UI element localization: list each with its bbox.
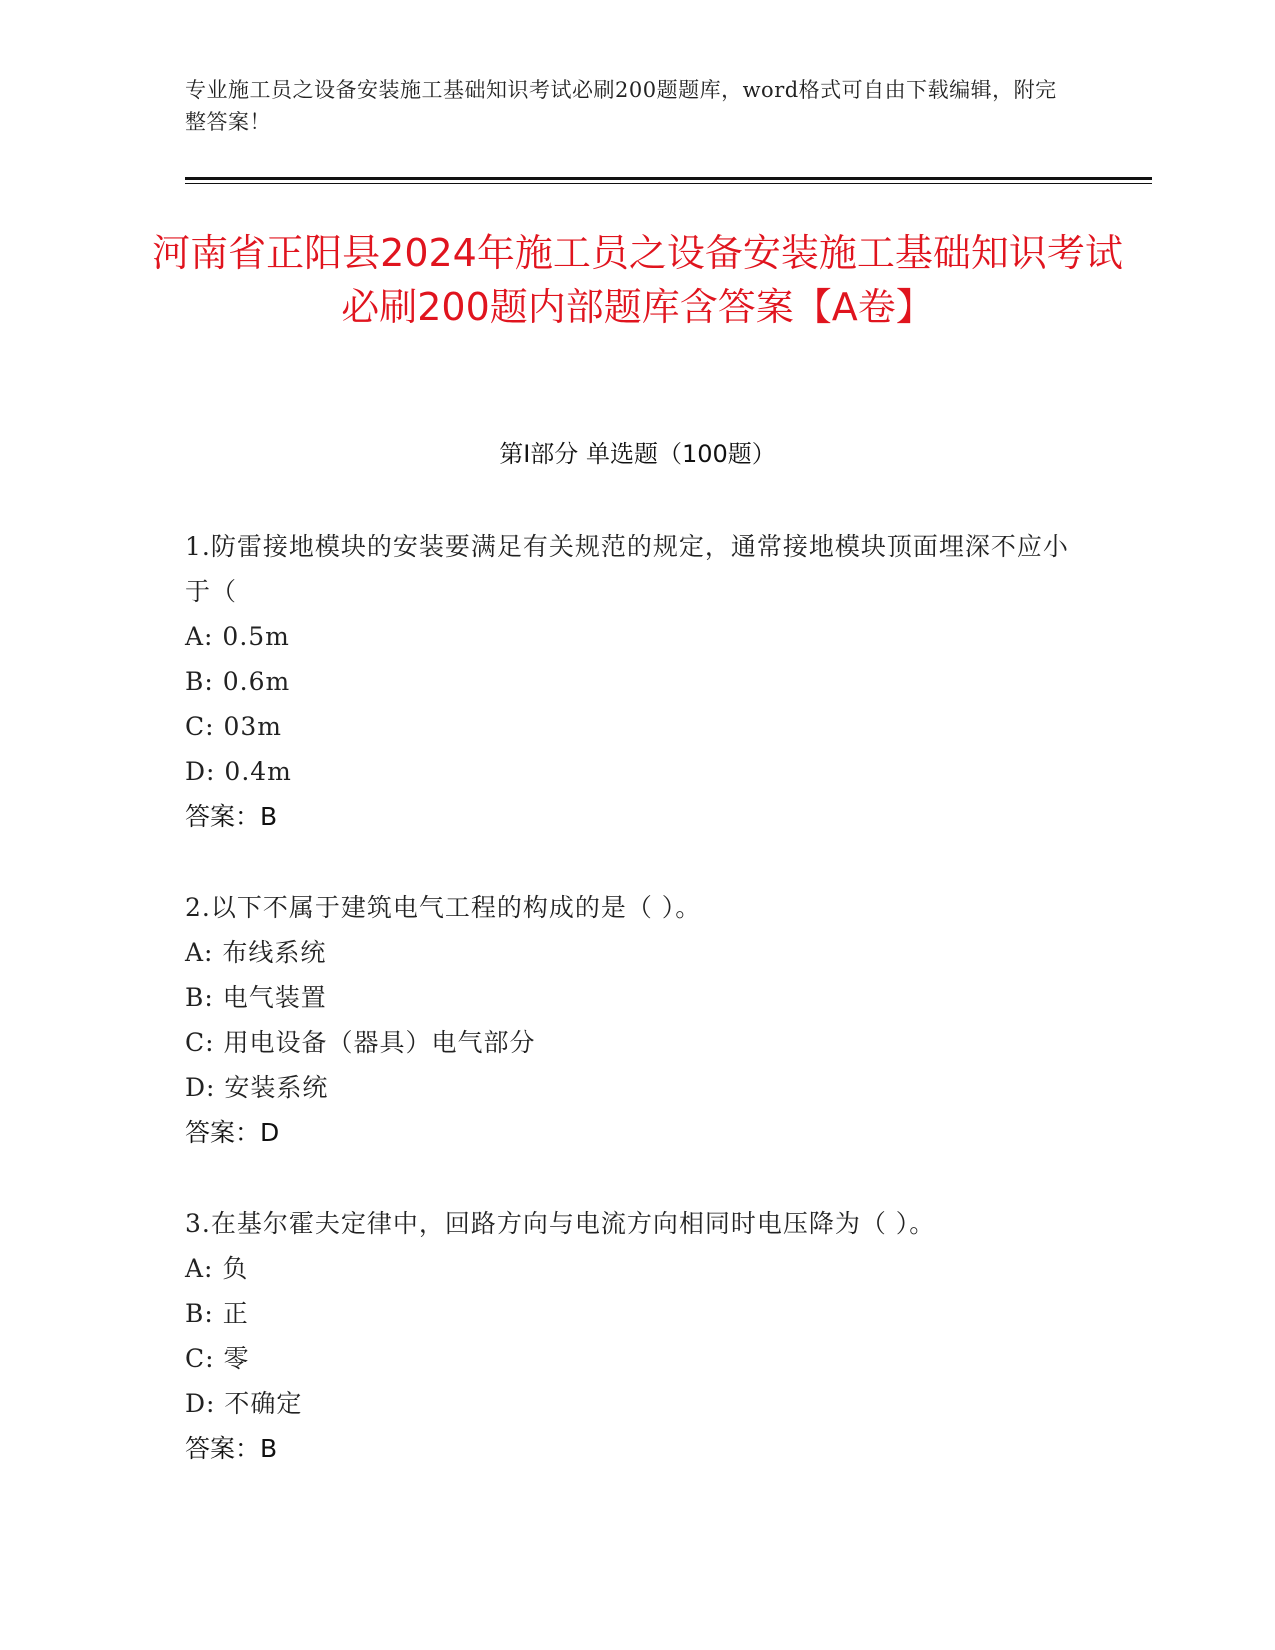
- option-d: D: 不确定: [185, 1389, 303, 1418]
- option-b: B: 电气装置: [185, 983, 327, 1012]
- document-title: 河南省正阳县2024年施工员之设备安装施工基础知识考试必刷200题内部题库含答案【A卷】: [152, 231, 1123, 329]
- header-note: 专业施工员之设备安装施工基础知识考试必刷200题题库，word格式可自由下载编辑，附完整答案！: [185, 78, 1057, 134]
- question-answer: 答案：B: [185, 802, 278, 831]
- question-item: [185, 1201, 1085, 1471]
- option-a: A: 负: [185, 1254, 249, 1283]
- option-c: C: 用电设备（器具）电气部分: [185, 1028, 536, 1057]
- option-b: B: 0.6m: [185, 667, 291, 696]
- option-c: C: 零: [185, 1344, 250, 1373]
- question-answer: 答案：D: [185, 1118, 280, 1147]
- question-item: [185, 524, 1085, 839]
- section-title: 第I部分 单选题（100题）: [499, 440, 776, 468]
- question-answer: 答案：B: [185, 1434, 278, 1463]
- header-divider-thick: [185, 177, 1152, 180]
- question-stem: 1.防雷接地模块的安装要满足有关规范的规定，通常接地模块顶面埋深不应小于（: [185, 532, 1069, 606]
- question-stem: 3.在基尔霍夫定律中，回路方向与电流方向相同时电压降为（ ）。: [185, 1209, 936, 1238]
- option-d: D: 0.4m: [185, 757, 292, 786]
- question-item: [185, 885, 1085, 1155]
- option-a: A: 0.5m: [185, 622, 290, 651]
- option-b: B: 正: [185, 1299, 249, 1328]
- option-c: C: 03m: [185, 712, 283, 741]
- option-d: D: 安装系统: [185, 1073, 329, 1102]
- question-stem: 2.以下不属于建筑电气工程的构成的是（ ）。: [185, 893, 702, 922]
- option-a: A: 布线系统: [185, 938, 327, 967]
- question-list: [185, 524, 1085, 1517]
- header-divider-thin: [185, 183, 1152, 184]
